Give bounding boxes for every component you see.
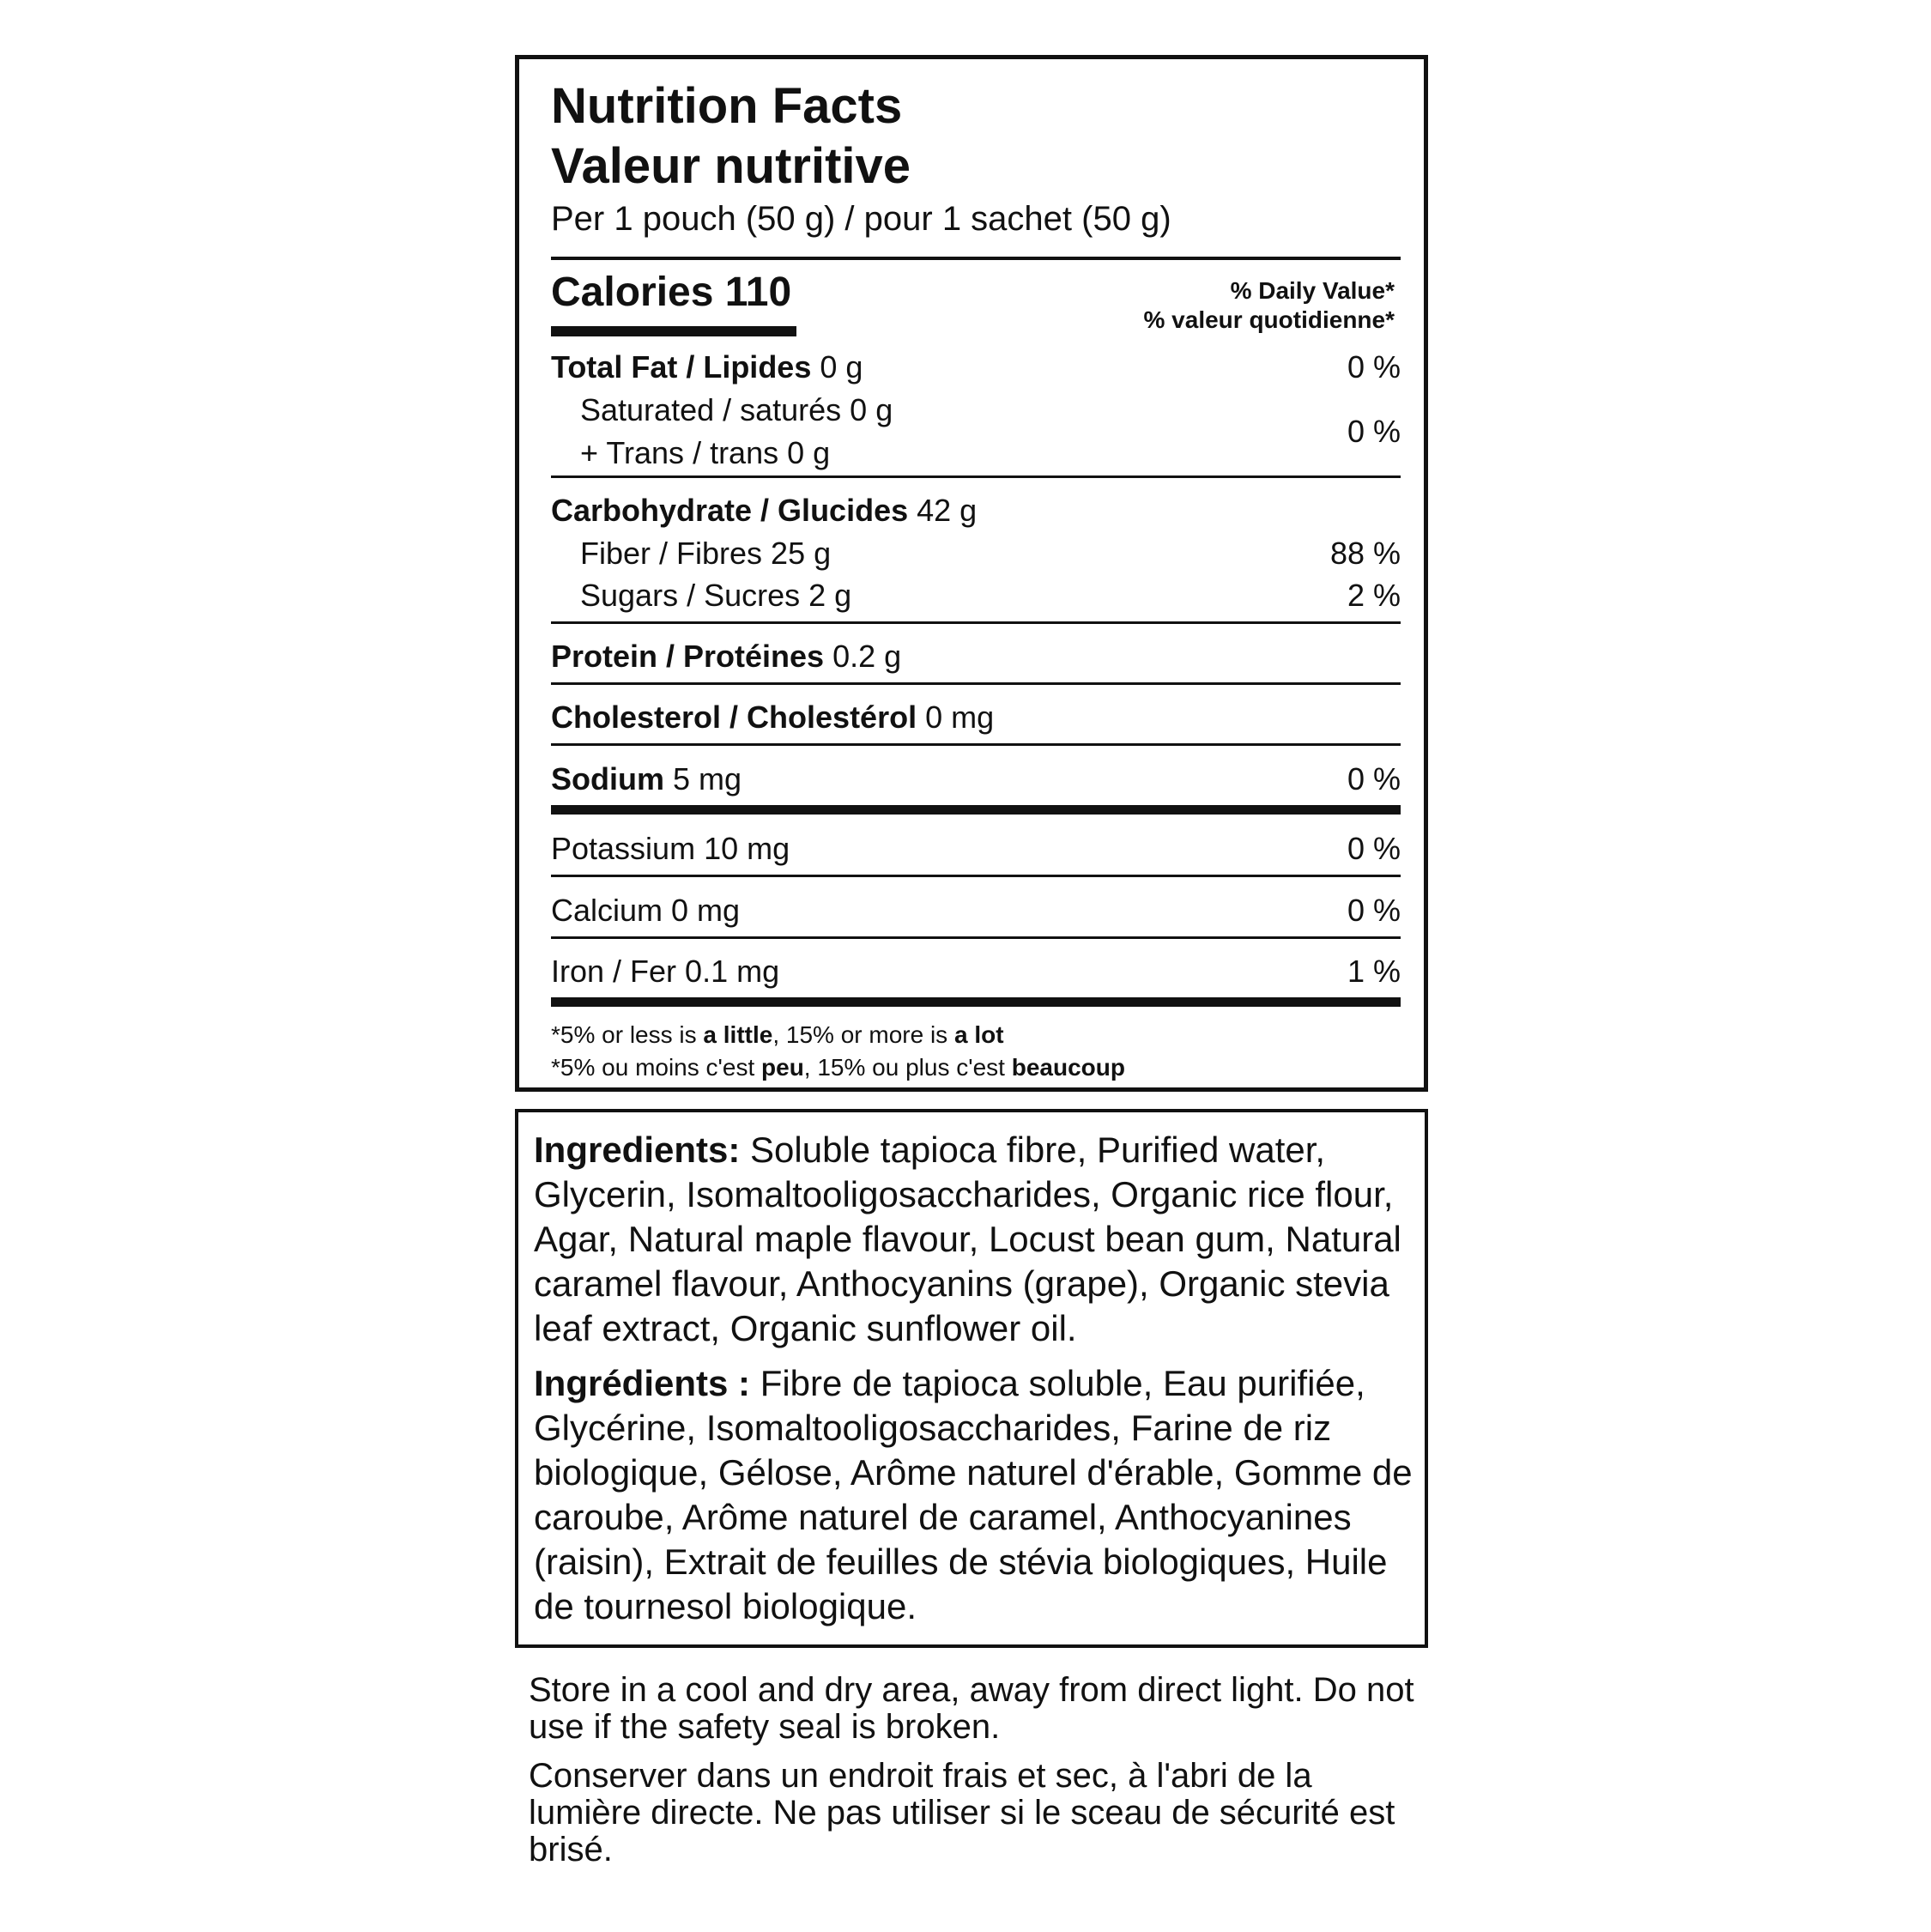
cholesterol-label: Cholesterol / Cholestérol xyxy=(551,700,917,735)
divider xyxy=(551,682,1401,685)
total-fat-amount: 0 g xyxy=(811,349,863,385)
sugars-label: Sugars / Sucres 2 g xyxy=(580,578,852,613)
row-iron xyxy=(551,951,1401,992)
footnote-fr-bold: peu xyxy=(761,1054,804,1081)
row-cholesterol xyxy=(551,697,1401,738)
row-trans xyxy=(551,433,1401,474)
nutrition-title-en: Nutrition Facts xyxy=(551,78,903,134)
carb-label: Carbohydrate / Glucides xyxy=(551,493,909,528)
divider-thick xyxy=(551,997,1401,1007)
daily-value-en: % Daily Value* xyxy=(1230,277,1395,304)
ingredients-fr-text: Fibre de tapioca soluble, Eau purifiée, Glycérine, Isomaltooligosaccharides, Farine de riz biologique, Gélose, Arôme naturel d'érable, Gomme de caroube, Arôme naturel de caramel, Anthocyanines (raisin), Extrait de feuilles de stévia biologiques, Huile de tournesol biologique. xyxy=(534,1363,1413,1626)
divider xyxy=(551,743,1401,746)
sodium-label: Sodium xyxy=(551,761,664,796)
nutrition-title-fr: Valeur nutritive xyxy=(551,138,911,194)
potassium-pct: 0 % xyxy=(1347,831,1401,866)
saturated-label: Saturated / saturés 0 g xyxy=(580,392,893,427)
row-potassium xyxy=(551,828,1401,869)
row-protein xyxy=(551,636,1401,677)
total-fat-label: Total Fat / Lipides xyxy=(551,349,812,385)
cholesterol-amount: 0 mg xyxy=(917,700,995,735)
ingredients-fr xyxy=(534,1361,1418,1629)
calories-bar xyxy=(551,326,796,336)
protein-amount: 0.2 g xyxy=(824,639,902,674)
fiber-label: Fiber / Fibres 25 g xyxy=(580,536,832,571)
divider xyxy=(551,875,1401,877)
nutrition-facts-panel xyxy=(515,55,1428,1092)
row-sugars xyxy=(551,575,1401,616)
storage-en: Store in a cool and dry area, away from direct light. Do not use if the safety seal is broken. xyxy=(529,1671,1414,1746)
sodium-pct: 0 % xyxy=(1347,761,1401,796)
ingredients-fr-label: Ingrédients : xyxy=(534,1363,751,1403)
calcium-label: Calcium 0 mg xyxy=(551,893,741,928)
row-carbohydrate xyxy=(551,490,1401,531)
total-fat-pct: 0 % xyxy=(1347,349,1401,385)
storage-fr: Conserver dans un endroit frais et sec, à l'abri de la lumière directe. Ne pas utiliser si le sceau de sécurité est brisé. xyxy=(529,1757,1395,1868)
footnote-en-bold: a little xyxy=(703,1021,773,1048)
footnote-en xyxy=(551,1019,1004,1051)
potassium-label: Potassium 10 mg xyxy=(551,831,790,866)
ingredients-en-label: Ingredients: xyxy=(534,1130,741,1170)
divider-thick xyxy=(551,257,1401,260)
divider xyxy=(551,936,1401,939)
divider xyxy=(551,621,1401,624)
row-fiber xyxy=(551,533,1401,574)
ingredients-panel xyxy=(515,1109,1428,1648)
iron-pct: 1 % xyxy=(1347,954,1401,989)
daily-value-header xyxy=(1144,276,1395,335)
row-total-fat xyxy=(551,347,1401,388)
ingredients-en-text: Soluble tapioca fibre, Purified water, Glycerin, Isomaltooligosaccharides, Organic rice flour, Agar, Natural maple flavour, Locust bean gum, Natural caramel flavour, Anthocyanins (grape), Organic stevia leaf extract, Organic sunflower oil. xyxy=(534,1130,1401,1348)
protein-label: Protein / Protéines xyxy=(551,639,825,674)
sugars-pct: 2 % xyxy=(1347,578,1401,613)
footnote-fr-part: , 15% ou plus c'est xyxy=(803,1054,1012,1081)
row-calcium xyxy=(551,890,1401,931)
ingredients-en xyxy=(534,1128,1418,1351)
calcium-pct: 0 % xyxy=(1347,893,1401,928)
footnote-en-bold: a lot xyxy=(953,1021,1004,1048)
footnote-en-part: , 15% or more is xyxy=(772,1021,954,1048)
carb-amount: 42 g xyxy=(908,493,978,528)
sat-trans-pct: 0 % xyxy=(1347,414,1401,449)
trans-label: + Trans / trans 0 g xyxy=(580,435,831,470)
serving-size: Per 1 pouch (50 g) / pour 1 sachet (50 g) xyxy=(551,200,1171,238)
calories: Calories 110 xyxy=(551,270,792,315)
footnote-fr-part: *5% ou moins c'est xyxy=(551,1054,762,1081)
row-saturated xyxy=(551,390,1401,431)
daily-value-fr: % valeur quotidienne* xyxy=(1143,306,1395,333)
divider-thick xyxy=(551,805,1401,815)
fiber-pct: 88 % xyxy=(1329,536,1401,571)
footnote-en-part: *5% or less is xyxy=(551,1021,704,1048)
sodium-amount: 5 mg xyxy=(664,761,742,796)
divider xyxy=(551,475,1401,478)
row-sodium xyxy=(551,759,1401,800)
iron-label: Iron / Fer 0.1 mg xyxy=(551,954,780,989)
footnote-fr xyxy=(551,1051,1125,1084)
footnote-fr-bold: beaucoup xyxy=(1011,1054,1125,1081)
